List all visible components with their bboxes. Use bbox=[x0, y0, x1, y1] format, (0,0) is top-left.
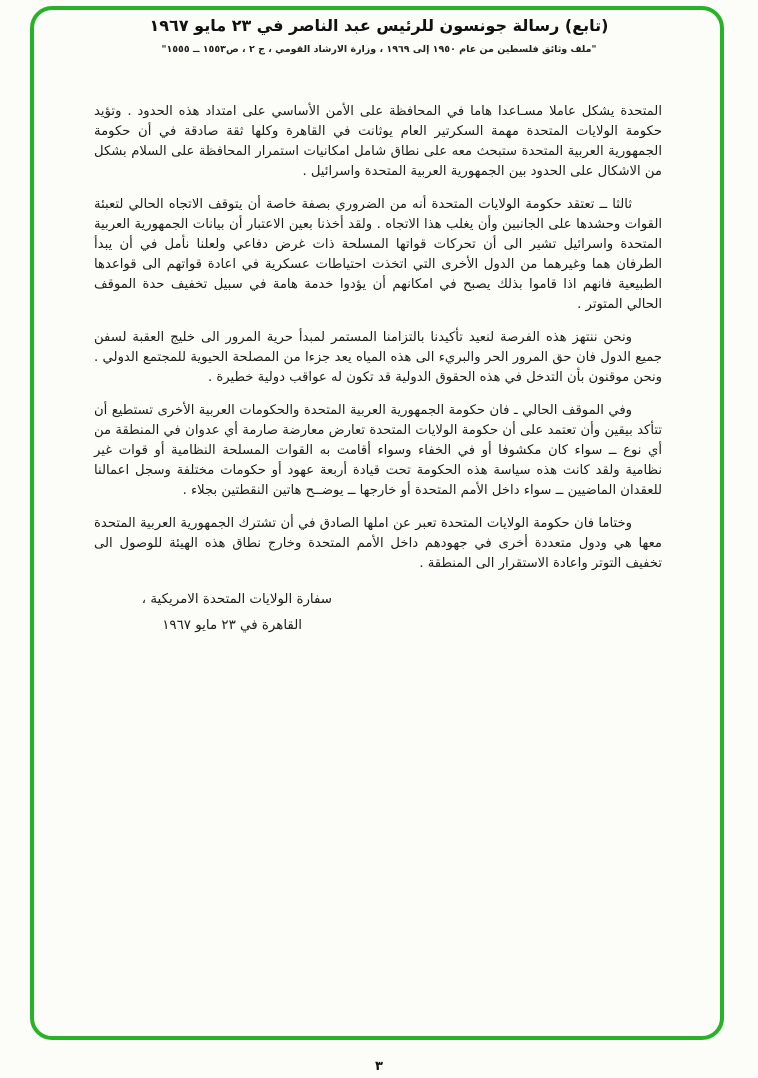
body-paragraph: ثالثا ــ تعتقد حكومة الولايات المتحدة أنه من الضروري بصفة خاصة أن يتوقف الاتجاه الحالي لتعبئة القوات وحشدها على الجانبين وأن يغلب هذا الاتجاه . ولقد أخذنا بعين الاعتبار أن بيانات الجمهورية العربية المتحدة واسرائيل تشير الى أن تحركات قواتها المسلحة ذات غرض دفاعي ولعلنا نأمل في أن يبدأ الطرفان هما وغيرهما من الدول الأخرى التي اتخذت احتياطات عسكرية في اعادة قواتهم الى قواعدها الطبيعية فانهم اذا قاموا بذلك يصبح في امكانهم أن يؤدوا خدمة هامة في سبيل تخفيف حدة الموقف الحالي المتوتر . bbox=[94, 197, 662, 312]
signature-organization: سفارة الولايات المتحدة الامريكية ، bbox=[141, 592, 332, 607]
body-paragraph: وختاما فان حكومة الولايات المتحدة تعبر عن املها الصادق في أن تشترك الجمهورية العربية المتحدة معها هي ودول متعددة أخرى في جهودهم داخل الأمم المتحدة وخارج نطاق هذه الهيئة للوصول الى تخفيف التوتر واعادة الاستقرار الى المنطقة . bbox=[94, 516, 662, 571]
signature-place-date: القاهرة في ٢٣ مايو ١٩٦٧ bbox=[162, 618, 302, 633]
body-paragraph: المتحدة يشكل عاملا مسـاعدا هاما في المحافظة على الأمن الأساسي على امتداد هذه الحدود . وتؤيد حكومة الولايات المتحدة مهمة السكرتير العام يوثانت في القاهرة وكلها ثقة صادقة في أن حكومة الجمهورية العربية المتحدة ستبحث معه على نطاق شامل امكانيات استمرار المحافظة على السلام بشكل من الاشكال على الحدود بين الجمهورية العربية المتحدة واسرائيل . bbox=[94, 104, 662, 179]
document-source-citation: "ملف وثائق فلسطين من عام ١٩٥٠ إلى ١٩٦٩ ، وزارة الارشاد القومي ، ج ٢ ، ص١٥٥٣ ــ ١٥٥٥" bbox=[161, 44, 597, 55]
body-paragraph: وفي الموقف الحالي ـ فان حكومة الجمهورية العربية المتحدة والحكومات العربية الأخرى تستطيع أن تتأكد بيقين وأن تعتمد على أن حكومة الولايات المتحدة تعارض معارضة صارمة أي عدوان في المنطقة من أي نوع ــ سواء كان مكشوفا أو في الخفاء وسواء أقامت به القوات المسلحة النظامية أو قوات غير نظامية ولقد كانت هذه سياسة هذه الحكومة تحت قيادة أربعة عهود أو حكومات مختلفة وسجل اعمالنا للعقدان الماضيين ــ سواء داخل الأمم المتحدة أو خارجها ــ يوضــح هاتين النقطتين بجلاء . bbox=[94, 403, 662, 498]
document-header bbox=[70, 16, 688, 55]
signature-block bbox=[94, 587, 462, 639]
body-paragraph: ونحن ننتهز هذه الفرصة لنعيد تأكيدنا بالتزامنا المستمر لمبدأ حرية المرور الى خليج العقبة لسفن جميع الدول فان حق المرور الحر والبريء الى هذه المياه يعد جزءا من المصلحة الحيوية للمجتمع الدولي . ونحن موقنون بأن التدخل في هذه الحقوق الدولية قد تكون له عواقب دولية خطيرة . bbox=[94, 330, 662, 385]
page-number: ٣ bbox=[375, 1059, 383, 1074]
document-body bbox=[94, 102, 662, 639]
document-title: (تابع) رسالة جونسون للرئيس عبد الناصر في ٢٣ مايو ١٩٦٧ bbox=[149, 16, 609, 35]
